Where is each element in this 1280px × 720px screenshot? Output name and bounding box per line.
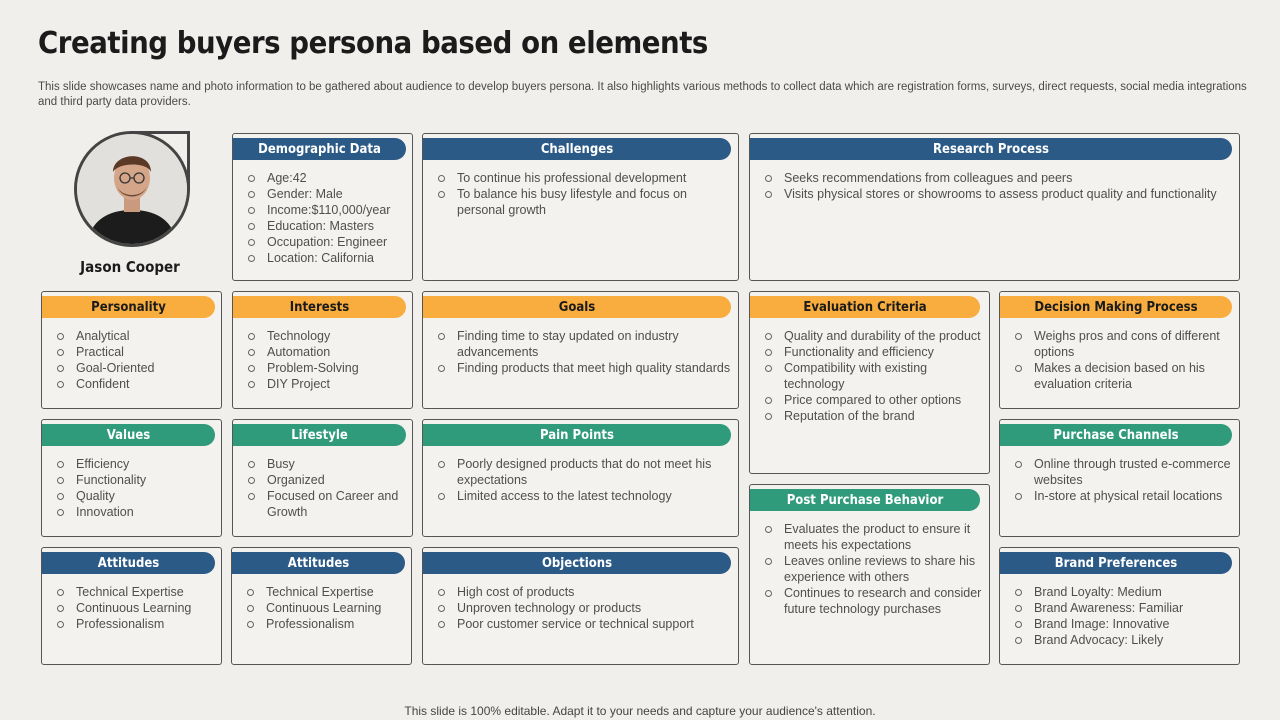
- list-item: Unproven technology or products: [457, 600, 734, 616]
- list-item: Quality: [76, 488, 217, 504]
- card-heading: Challenges: [423, 138, 731, 160]
- card-heading: Values: [42, 424, 215, 446]
- list-item: Compatibility with existing technology: [784, 360, 985, 392]
- footer-note: This slide is 100% editable. Adapt it to your needs and capture your audience's attention.: [404, 704, 876, 718]
- list-item: To continue his professional development: [457, 170, 734, 186]
- list-item: Functionality: [76, 472, 217, 488]
- list-item: Technology: [267, 328, 408, 344]
- card-objections: [422, 547, 739, 665]
- card-list: [1000, 584, 1235, 648]
- card-goals: [422, 291, 739, 409]
- card-list: [423, 328, 734, 376]
- list-item: Functionality and efficiency: [784, 344, 985, 360]
- list-item: Brand Advocacy: Likely: [1034, 632, 1235, 648]
- card-heading: Decision Making Process: [1000, 296, 1232, 318]
- list-item: Price compared to other options: [784, 392, 985, 408]
- card-evaluation-criteria: [749, 291, 990, 474]
- list-item: Seeks recommendations from colleagues and peers: [784, 170, 1235, 186]
- list-item: In-store at physical retail locations: [1034, 488, 1235, 504]
- list-item: Continuous Learning: [266, 600, 407, 616]
- card-heading: Pain Points: [423, 424, 731, 446]
- list-item: Brand Loyalty: Medium: [1034, 584, 1235, 600]
- list-item: Age:42: [267, 170, 408, 186]
- card-heading: Research Process: [750, 138, 1232, 160]
- list-item: Location: California: [267, 250, 408, 266]
- card-heading: Demographic Data: [233, 138, 406, 160]
- page-subtitle: This slide showcases name and photo information to be gathered about audience to develop buyers persona. It also highlights various methods to collect data which are registration forms, surveys, direct requests, social media integrations and third party data providers.: [38, 81, 1247, 108]
- card-heading: Evaluation Criteria: [750, 296, 980, 318]
- list-item: Occupation: Engineer: [267, 234, 408, 250]
- list-item: Continues to research and consider future technology purchases: [784, 585, 985, 617]
- card-list: [233, 328, 408, 392]
- card-lifestyle: [232, 419, 413, 537]
- list-item: Professionalism: [76, 616, 217, 632]
- card-list: [750, 521, 985, 617]
- list-item: To balance his busy lifestyle and focus on personal growth: [457, 186, 734, 218]
- card-heading: Attitudes: [232, 552, 405, 574]
- card-challenges: [422, 133, 739, 281]
- card-heading: Objections: [423, 552, 731, 574]
- card-heading: Post Purchase Behavior: [750, 489, 980, 511]
- card-list: [232, 584, 407, 632]
- list-item: Finding products that meet high quality standards: [457, 360, 734, 376]
- card-research-process: [749, 133, 1240, 281]
- card-list: [42, 328, 217, 392]
- card-heading: Purchase Channels: [1000, 424, 1232, 446]
- list-item: Visits physical stores or showrooms to assess product quality and functionality: [784, 186, 1235, 202]
- persona-photo: [74, 131, 190, 247]
- list-item: Analytical: [76, 328, 217, 344]
- card-heading: Lifestyle: [233, 424, 406, 446]
- card-post-purchase: [749, 484, 990, 665]
- card-brand-preferences: [999, 547, 1240, 665]
- persona-name: Jason Cooper: [80, 258, 180, 276]
- card-heading: Interests: [233, 296, 406, 318]
- card-list: [423, 584, 734, 632]
- list-item: Weighs pros and cons of different options: [1034, 328, 1235, 360]
- list-item: Practical: [76, 344, 217, 360]
- list-item: Quality and durability of the product: [784, 328, 985, 344]
- list-item: Professionalism: [266, 616, 407, 632]
- card-demographic: [232, 133, 413, 281]
- list-item: Innovation: [76, 504, 217, 520]
- list-item: Busy: [267, 456, 408, 472]
- card-values: [41, 419, 222, 537]
- card-personality: [41, 291, 222, 409]
- card-decision-making: [999, 291, 1240, 409]
- list-item: Makes a decision based on his evaluation criteria: [1034, 360, 1235, 392]
- list-item: Limited access to the latest technology: [457, 488, 734, 504]
- list-item: Education: Masters: [267, 218, 408, 234]
- card-list: [1000, 456, 1235, 504]
- list-item: Confident: [76, 376, 217, 392]
- card-list: [233, 170, 408, 266]
- list-item: Poorly designed products that do not meet his expectations: [457, 456, 734, 488]
- list-item: Organized: [267, 472, 408, 488]
- card-list: [42, 584, 217, 632]
- list-item: High cost of products: [457, 584, 734, 600]
- list-item: DIY Project: [267, 376, 408, 392]
- list-item: Focused on Career and Growth: [267, 488, 408, 520]
- list-item: Leaves online reviews to share his experience with others: [784, 553, 985, 585]
- card-list: [423, 456, 734, 504]
- card-heading: Brand Preferences: [1000, 552, 1232, 574]
- list-item: Technical Expertise: [266, 584, 407, 600]
- card-list: [42, 456, 217, 520]
- card-attitudes-1: [41, 547, 222, 665]
- card-heading: Attitudes: [42, 552, 215, 574]
- list-item: Evaluates the product to ensure it meets his expectations: [784, 521, 985, 553]
- card-attitudes-2: [231, 547, 412, 665]
- list-item: Gender: Male: [267, 186, 408, 202]
- list-item: Continuous Learning: [76, 600, 217, 616]
- card-interests: [232, 291, 413, 409]
- card-list: [750, 328, 985, 424]
- list-item: Brand Awareness: Familiar: [1034, 600, 1235, 616]
- card-heading: Goals: [423, 296, 731, 318]
- list-item: Poor customer service or technical support: [457, 616, 734, 632]
- card-list: [750, 170, 1235, 202]
- card-pain-points: [422, 419, 739, 537]
- card-list: [233, 456, 408, 520]
- card-purchase-channels: [999, 419, 1240, 537]
- list-item: Automation: [267, 344, 408, 360]
- list-item: Reputation of the brand: [784, 408, 985, 424]
- list-item: Efficiency: [76, 456, 217, 472]
- card-list: [1000, 328, 1235, 392]
- list-item: Goal-Oriented: [76, 360, 217, 376]
- card-list: [423, 170, 734, 218]
- list-item: Online through trusted e-commerce websites: [1034, 456, 1235, 488]
- list-item: Income:$110,000/year: [267, 202, 408, 218]
- page-title: Creating buyers persona based on elements: [38, 26, 708, 61]
- list-item: Finding time to stay updated on industry advancements: [457, 328, 734, 360]
- list-item: Brand Image: Innovative: [1034, 616, 1235, 632]
- list-item: Technical Expertise: [76, 584, 217, 600]
- list-item: Problem-Solving: [267, 360, 408, 376]
- card-heading: Personality: [42, 296, 215, 318]
